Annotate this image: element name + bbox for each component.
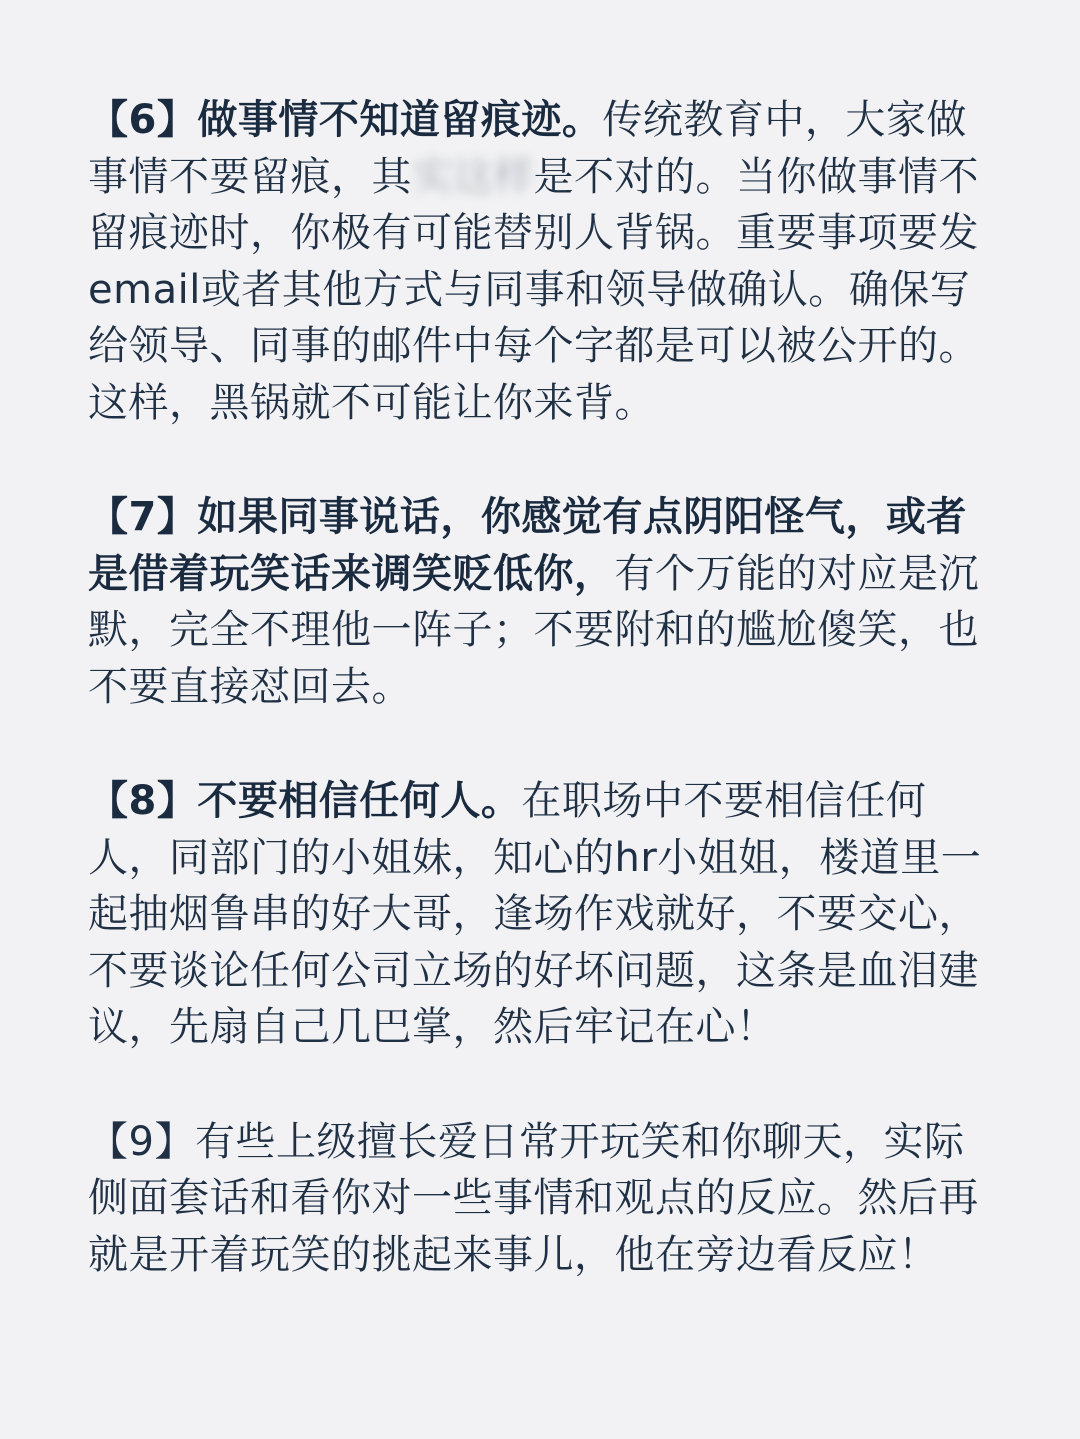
paragraph-9 — [88, 1114, 984, 1284]
paragraph-8-heading: 不要相信任何人。 — [197, 778, 522, 824]
blurred-text: 实这样 — [412, 153, 534, 200]
paragraph-6-number: 【6】 — [88, 97, 198, 143]
paragraph-9-number: 【9】 — [88, 1118, 195, 1165]
paragraph-8-number: 【8】 — [88, 778, 198, 824]
paragraph-6-text-start: 传统教育中，大家做事情不要留痕，其 — [88, 97, 967, 200]
paragraph-6-text-end: 是不对的。当你做事情不留痕迹时，你极有可能替别人背锅。重要事项要发email或者其他方式与同事和领导做确认。确保写给领导、同事的邮件中每个字都是可以被公开的。这样，黑锅就不可能让你来背。 — [88, 153, 979, 426]
paragraph-7 — [88, 489, 984, 715]
paragraph-6 — [88, 92, 984, 431]
paragraph-7-text: 有个万能的对应是沉默，完全不理他一阵子；不要附和的尴尬傻笑，也不要直接怼回去。 — [88, 550, 979, 710]
paragraph-8-text: 在职场中不要相信任何人，同部门的小姐妹，知心的hr小姐姐，楼道里一起抽烟鲁串的好大哥，逢场作戏就好，不要交心，不要谈论任何公司立场的好坏问题，这条是血泪建议，先扇自己几巴掌，然后牢记在心！ — [88, 778, 982, 1050]
paragraph-8 — [88, 773, 984, 1056]
paragraph-6-heading: 做事情不知道留痕迹。 — [197, 97, 603, 143]
paragraph-7-heading: 如果同事说话，你感觉有点阴阳怪气，或者是借着玩笑话来调笑贬低你， — [88, 494, 967, 597]
paragraph-7-number: 【7】 — [88, 494, 198, 540]
paragraph-9-text: 有些上级擅长爱日常开玩笑和你聊天，实际侧面套话和看你对一些事情和观点的反应。然后再就是开着玩笑的挑起来事儿，他在旁边看反应！ — [88, 1118, 979, 1278]
